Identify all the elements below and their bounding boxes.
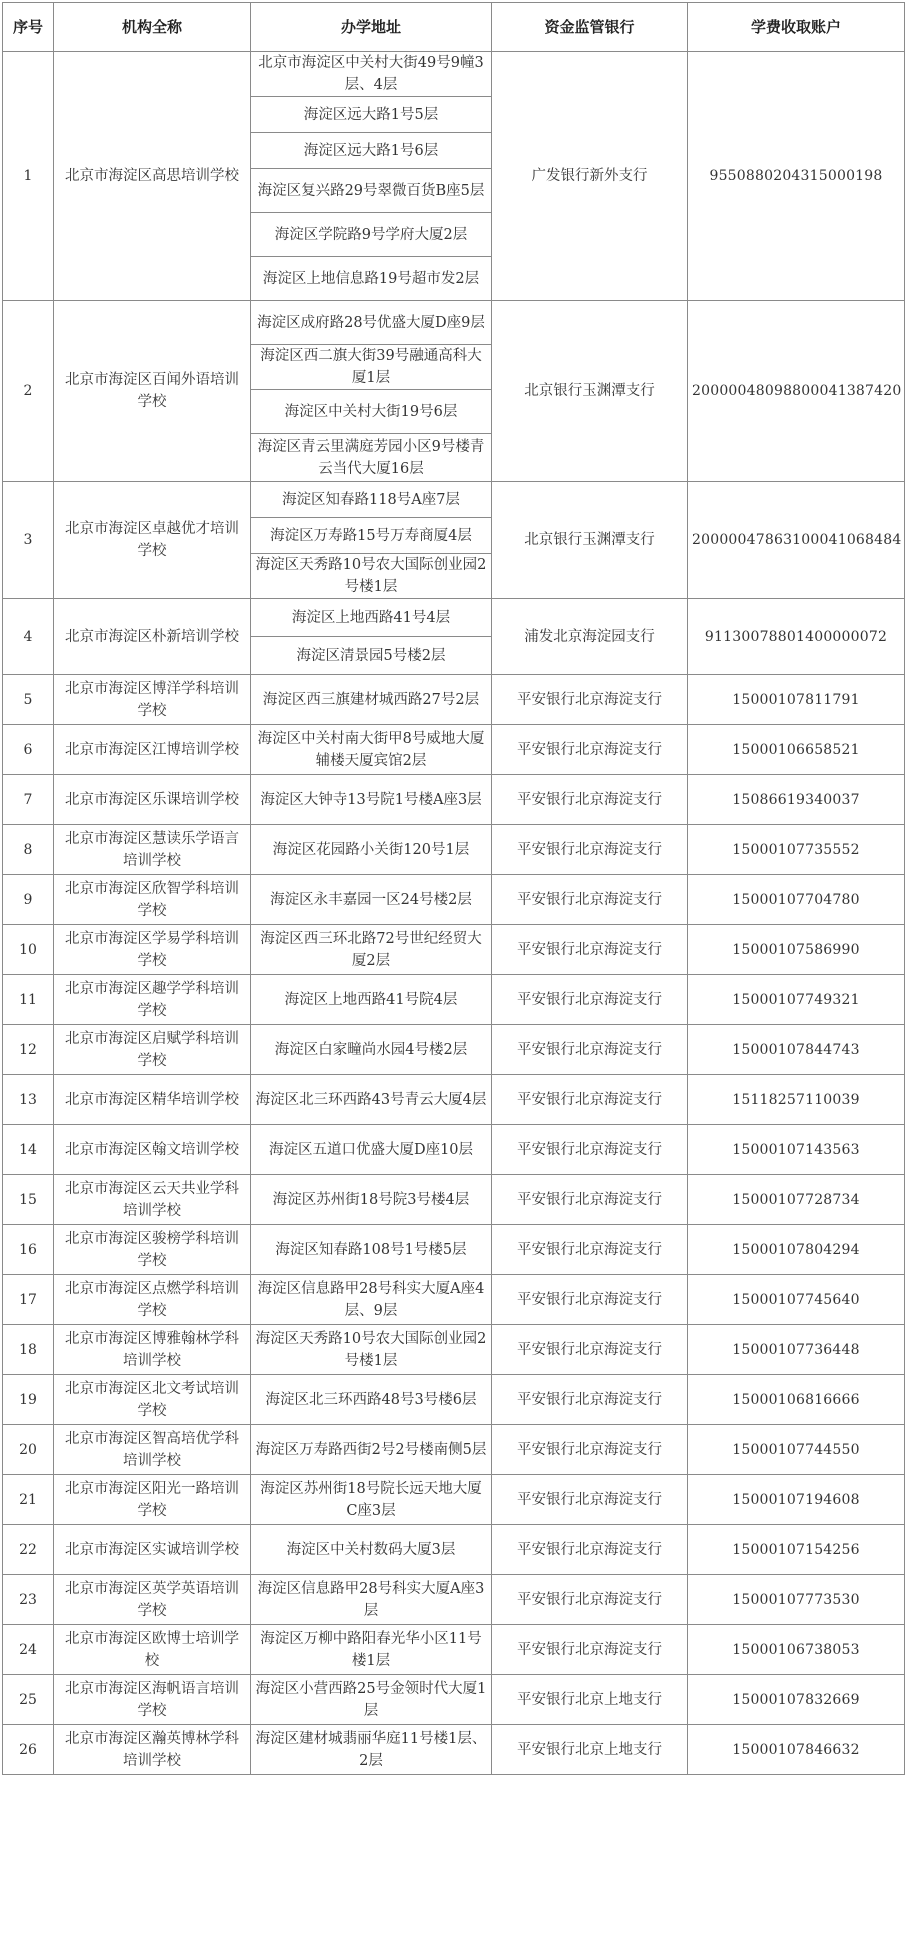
seq-cell: 23: [3, 1575, 54, 1625]
bank-cell: 北京银行玉渊潭支行: [492, 482, 688, 599]
account-cell: 15000107736448: [688, 1325, 905, 1375]
table-row: [3, 1675, 905, 1725]
address-cell: 海淀区上地信息路19号超市发2层: [251, 257, 492, 301]
account-cell: 15000107749321: [688, 975, 905, 1025]
address-cell: 海淀区天秀路10号农大国际创业园2号楼1层: [251, 1325, 492, 1375]
institution-name-cell: 北京市海淀区瀚英博林学科培训学校: [54, 1725, 251, 1775]
address-cell: 海淀区知春路108号1号楼5层: [251, 1225, 492, 1275]
address-cell: 海淀区万寿路西街2号2号楼南侧5层: [251, 1425, 492, 1475]
bank-cell: 平安银行北京海淀支行: [492, 1125, 688, 1175]
account-cell: 15000107832669: [688, 1675, 905, 1725]
address-cell: 海淀区西二旗大街39号融通高科大厦1层: [251, 345, 492, 390]
account-cell: 15000107143563: [688, 1125, 905, 1175]
table-row: [3, 1725, 905, 1775]
institution-name-cell: 北京市海淀区精华培训学校: [54, 1075, 251, 1125]
seq-cell: 2: [3, 301, 54, 482]
table-row: [3, 1425, 905, 1475]
account-cell: 15000107194608: [688, 1475, 905, 1525]
address-cell: 海淀区远大路1号5层: [251, 97, 492, 133]
address-cell: 海淀区万柳中路阳春光华小区11号楼1层: [251, 1625, 492, 1675]
bank-cell: 平安银行北京上地支行: [492, 1725, 688, 1775]
institution-name-cell: 北京市海淀区高思培训学校: [54, 52, 251, 301]
table-row: [3, 1575, 905, 1625]
address-cell: 海淀区西三环北路72号世纪经贸大厦2层: [251, 925, 492, 975]
seq-cell: 8: [3, 825, 54, 875]
account-cell: 15086619340037: [688, 775, 905, 825]
address-cell: 海淀区中关村南大街甲8号威地大厦辅楼天厦宾馆2层: [251, 725, 492, 775]
table-row: [3, 975, 905, 1025]
institution-name-cell: 北京市海淀区趣学学科培训学校: [54, 975, 251, 1025]
institution-table-container: [2, 2, 904, 1775]
address-cell: 海淀区小营西路25号金领时代大厦1层: [251, 1675, 492, 1725]
address-cell: 海淀区信息路甲28号科实大厦A座3层: [251, 1575, 492, 1625]
seq-cell: 25: [3, 1675, 54, 1725]
account-cell: 15000106738053: [688, 1625, 905, 1675]
address-cell: 海淀区天秀路10号农大国际创业园2号楼1层: [251, 554, 492, 599]
table-row: [3, 1525, 905, 1575]
bank-cell: 平安银行北京海淀支行: [492, 825, 688, 875]
address-cell: 海淀区北三环西路48号3号楼6层: [251, 1375, 492, 1425]
institution-name-cell: 北京市海淀区英学英语培训学校: [54, 1575, 251, 1625]
seq-cell: 15: [3, 1175, 54, 1225]
table-row: [3, 482, 905, 518]
bank-cell: 平安银行北京海淀支行: [492, 1425, 688, 1475]
table-row: [3, 599, 905, 637]
account-cell: 15000107704780: [688, 875, 905, 925]
bank-cell: 平安银行北京海淀支行: [492, 1325, 688, 1375]
institution-name-cell: 北京市海淀区博洋学科培训学校: [54, 675, 251, 725]
table-row: [3, 1175, 905, 1225]
address-cell: 海淀区万寿路15号万寿商厦4层: [251, 518, 492, 554]
seq-cell: 12: [3, 1025, 54, 1075]
institution-name-cell: 北京市海淀区学易学科培训学校: [54, 925, 251, 975]
seq-cell: 3: [3, 482, 54, 599]
table-row: [3, 925, 905, 975]
address-cell: 海淀区复兴路29号翠微百货B座5层: [251, 169, 492, 213]
table-row: [3, 875, 905, 925]
account-cell: 15000107735552: [688, 825, 905, 875]
account-cell: 15000107773530: [688, 1575, 905, 1625]
account-cell: 15000107586990: [688, 925, 905, 975]
address-cell: 海淀区西三旗建材城西路27号2层: [251, 675, 492, 725]
table-row: [3, 1275, 905, 1325]
address-cell: 海淀区信息路甲28号科实大厦A座4层、9层: [251, 1275, 492, 1325]
institution-name-cell: 北京市海淀区朴新培训学校: [54, 599, 251, 675]
institution-name-cell: 北京市海淀区百闻外语培训学校: [54, 301, 251, 482]
bank-cell: 平安银行北京海淀支行: [492, 1025, 688, 1075]
address-cell: 海淀区成府路28号优盛大厦D座9层: [251, 301, 492, 345]
bank-cell: 平安银行北京海淀支行: [492, 1575, 688, 1625]
address-cell: 海淀区学院路9号学府大厦2层: [251, 213, 492, 257]
institution-name-cell: 北京市海淀区江博培训学校: [54, 725, 251, 775]
address-cell: 海淀区中关村大街19号6层: [251, 390, 492, 434]
address-cell: 海淀区五道口优盛大厦D座10层: [251, 1125, 492, 1175]
bank-cell: 平安银行北京海淀支行: [492, 1375, 688, 1425]
seq-cell: 21: [3, 1475, 54, 1525]
institution-name-cell: 北京市海淀区点燃学科培训学校: [54, 1275, 251, 1325]
table-body: [3, 52, 905, 1775]
address-cell: 海淀区建材城翡丽华庭11号楼1层、2层: [251, 1725, 492, 1775]
institution-name-cell: 北京市海淀区云天共业学科培训学校: [54, 1175, 251, 1225]
header-bank: 资金监管银行: [492, 3, 688, 52]
institution-name-cell: 北京市海淀区骏榜学科培训学校: [54, 1225, 251, 1275]
account-cell: 15000107744550: [688, 1425, 905, 1475]
table-row: [3, 52, 905, 97]
bank-cell: 平安银行北京海淀支行: [492, 975, 688, 1025]
address-cell: 海淀区上地西路41号院4层: [251, 975, 492, 1025]
bank-cell: 平安银行北京海淀支行: [492, 1275, 688, 1325]
seq-cell: 17: [3, 1275, 54, 1325]
table-row: [3, 1025, 905, 1075]
bank-cell: 平安银行北京海淀支行: [492, 1225, 688, 1275]
seq-cell: 19: [3, 1375, 54, 1425]
table-row: [3, 1475, 905, 1525]
bank-cell: 平安银行北京海淀支行: [492, 1475, 688, 1525]
seq-cell: 4: [3, 599, 54, 675]
account-cell: 15118257110039: [688, 1075, 905, 1125]
institution-name-cell: 北京市海淀区博雅翰林学科培训学校: [54, 1325, 251, 1375]
seq-cell: 11: [3, 975, 54, 1025]
table-row: [3, 675, 905, 725]
bank-cell: 平安银行北京海淀支行: [492, 1625, 688, 1675]
table-row: [3, 725, 905, 775]
address-cell: 海淀区大钟寺13号院1号楼A座3层: [251, 775, 492, 825]
header-account: 学费收取账户: [688, 3, 905, 52]
address-cell: 海淀区白家疃尚水园4号楼2层: [251, 1025, 492, 1075]
institution-name-cell: 北京市海淀区启赋学科培训学校: [54, 1025, 251, 1075]
institution-name-cell: 北京市海淀区乐课培训学校: [54, 775, 251, 825]
address-cell: 海淀区苏州街18号院3号楼4层: [251, 1175, 492, 1225]
account-cell: 15000107728734: [688, 1175, 905, 1225]
institution-name-cell: 北京市海淀区欣智学科培训学校: [54, 875, 251, 925]
seq-cell: 6: [3, 725, 54, 775]
table-row: [3, 1625, 905, 1675]
account-cell: 15000107154256: [688, 1525, 905, 1575]
account-cell: 15000106658521: [688, 725, 905, 775]
account-cell: 15000107844743: [688, 1025, 905, 1075]
seq-cell: 9: [3, 875, 54, 925]
header-seq: 序号: [3, 3, 54, 52]
header-address: 办学地址: [251, 3, 492, 52]
institution-name-cell: 北京市海淀区翰文培训学校: [54, 1125, 251, 1175]
seq-cell: 1: [3, 52, 54, 301]
account-cell: 15000107846632: [688, 1725, 905, 1775]
table-row: [3, 775, 905, 825]
header-row: [3, 3, 905, 52]
institution-name-cell: 北京市海淀区海帆语言培训学校: [54, 1675, 251, 1725]
seq-cell: 24: [3, 1625, 54, 1675]
institution-name-cell: 北京市海淀区慧读乐学语言培训学校: [54, 825, 251, 875]
address-cell: 海淀区中关村数码大厦3层: [251, 1525, 492, 1575]
table-row: [3, 1375, 905, 1425]
seq-cell: 13: [3, 1075, 54, 1125]
seq-cell: 7: [3, 775, 54, 825]
account-cell: 9550880204315000198: [688, 52, 905, 301]
seq-cell: 22: [3, 1525, 54, 1575]
bank-cell: 平安银行北京海淀支行: [492, 775, 688, 825]
institution-name-cell: 北京市海淀区欧博士培训学校: [54, 1625, 251, 1675]
table-row: [3, 301, 905, 345]
account-cell: 91130078801400000072: [688, 599, 905, 675]
address-cell: 海淀区远大路1号6层: [251, 133, 492, 169]
institution-name-cell: 北京市海淀区阳光一路培训学校: [54, 1475, 251, 1525]
table-row: [3, 825, 905, 875]
account-cell: 15000107745640: [688, 1275, 905, 1325]
table-row: [3, 1325, 905, 1375]
table-row: [3, 1075, 905, 1125]
bank-cell: 广发银行新外支行: [492, 52, 688, 301]
seq-cell: 20: [3, 1425, 54, 1475]
seq-cell: 10: [3, 925, 54, 975]
institution-name-cell: 北京市海淀区智高培优学科培训学校: [54, 1425, 251, 1475]
bank-cell: 平安银行北京海淀支行: [492, 1525, 688, 1575]
bank-cell: 平安银行北京海淀支行: [492, 725, 688, 775]
institution-table: [2, 2, 905, 1775]
address-cell: 北京市海淀区中关村大街49号9幢3层、4层: [251, 52, 492, 97]
account-cell: 15000107811791: [688, 675, 905, 725]
header-name: 机构全称: [54, 3, 251, 52]
bank-cell: 平安银行北京海淀支行: [492, 875, 688, 925]
seq-cell: 18: [3, 1325, 54, 1375]
account-cell: 20000048098800041387420: [688, 301, 905, 482]
account-cell: 15000106816666: [688, 1375, 905, 1425]
institution-name-cell: 北京市海淀区实诚培训学校: [54, 1525, 251, 1575]
address-cell: 海淀区清景园5号楼2层: [251, 637, 492, 675]
address-cell: 海淀区青云里满庭芳园小区9号楼青云当代大厦16层: [251, 434, 492, 482]
address-cell: 海淀区苏州街18号院长远天地大厦C座3层: [251, 1475, 492, 1525]
seq-cell: 14: [3, 1125, 54, 1175]
institution-name-cell: 北京市海淀区北文考试培训学校: [54, 1375, 251, 1425]
bank-cell: 平安银行北京上地支行: [492, 1675, 688, 1725]
address-cell: 海淀区知春路118号A座7层: [251, 482, 492, 518]
table-row: [3, 1125, 905, 1175]
address-cell: 海淀区花园路小关街120号1层: [251, 825, 492, 875]
address-cell: 海淀区北三环西路43号青云大厦4层: [251, 1075, 492, 1125]
account-cell: 20000047863100041068484: [688, 482, 905, 599]
bank-cell: 浦发北京海淀园支行: [492, 599, 688, 675]
address-cell: 海淀区永丰嘉园一区24号楼2层: [251, 875, 492, 925]
account-cell: 15000107804294: [688, 1225, 905, 1275]
bank-cell: 平安银行北京海淀支行: [492, 925, 688, 975]
seq-cell: 16: [3, 1225, 54, 1275]
bank-cell: 平安银行北京海淀支行: [492, 1175, 688, 1225]
table-row: [3, 1225, 905, 1275]
institution-name-cell: 北京市海淀区卓越优才培训学校: [54, 482, 251, 599]
seq-cell: 26: [3, 1725, 54, 1775]
bank-cell: 平安银行北京海淀支行: [492, 1075, 688, 1125]
address-cell: 海淀区上地西路41号4层: [251, 599, 492, 637]
bank-cell: 北京银行玉渊潭支行: [492, 301, 688, 482]
seq-cell: 5: [3, 675, 54, 725]
bank-cell: 平安银行北京海淀支行: [492, 675, 688, 725]
